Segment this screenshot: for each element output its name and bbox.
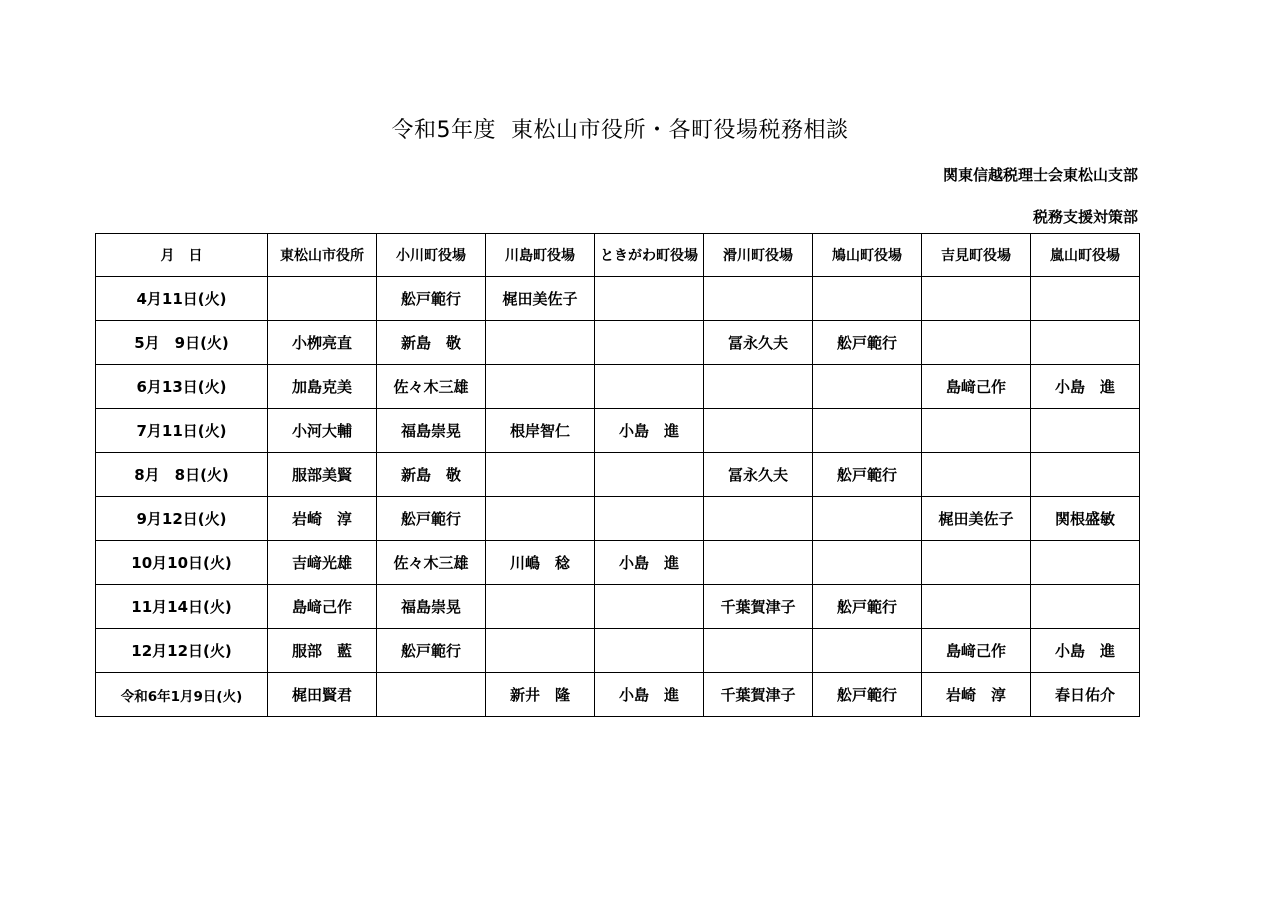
date-cell: 8月 8日(火)	[96, 453, 268, 497]
table-row	[96, 453, 1140, 497]
date-cell: 令和6年1月9日(火)	[96, 673, 268, 717]
header-ranzan: 嵐山町役場	[1031, 234, 1140, 277]
table-cell: 新井 隆	[486, 673, 595, 717]
header-hatoyama: 鳩山町役場	[813, 234, 922, 277]
date-cell: 12月12日(火)	[96, 629, 268, 673]
table-cell	[813, 629, 922, 673]
table-row	[96, 541, 1140, 585]
header-kawajima: 川島町役場	[486, 234, 595, 277]
table-row	[96, 673, 1140, 717]
table-row	[96, 585, 1140, 629]
table-cell	[813, 497, 922, 541]
table-row	[96, 409, 1140, 453]
table-cell: 島﨑己作	[268, 585, 377, 629]
department-name: 税務支援対策部	[1032, 208, 1138, 226]
table-cell: 島﨑己作	[922, 365, 1031, 409]
table-cell	[1031, 541, 1140, 585]
date-cell: 10月10日(火)	[96, 541, 268, 585]
table-cell: 佐々木三雄	[377, 541, 486, 585]
table-cell	[1031, 409, 1140, 453]
table-cell: 吉﨑光雄	[268, 541, 377, 585]
table-cell: 福島崇晃	[377, 409, 486, 453]
table-cell: 新島 敬	[377, 453, 486, 497]
header-namegawa: 滑川町役場	[704, 234, 813, 277]
table-cell: 根岸智仁	[486, 409, 595, 453]
table-cell	[1031, 453, 1140, 497]
table-row	[96, 321, 1140, 365]
table-cell	[595, 585, 704, 629]
table-cell: 舩戸範行	[377, 497, 486, 541]
table-cell	[704, 541, 813, 585]
table-cell	[922, 409, 1031, 453]
header-yoshimi: 吉見町役場	[922, 234, 1031, 277]
table-cell: 川嶋 稔	[486, 541, 595, 585]
table-cell	[595, 453, 704, 497]
table-cell: 舩戸範行	[813, 585, 922, 629]
table-cell: 梶田美佐子	[922, 497, 1031, 541]
table-cell	[486, 453, 595, 497]
table-cell	[704, 629, 813, 673]
header-date: 月 日	[96, 234, 268, 277]
table-cell: 千葉賀津子	[704, 673, 813, 717]
table-cell	[922, 541, 1031, 585]
organization-name: 関東信越税理士会東松山支部	[942, 166, 1138, 184]
table-cell: 梶田賢君	[268, 673, 377, 717]
table-cell: 冨永久夫	[704, 321, 813, 365]
table-cell: 春日佑介	[1031, 673, 1140, 717]
table-cell	[595, 365, 704, 409]
table-cell	[486, 497, 595, 541]
date-cell: 7月11日(火)	[96, 409, 268, 453]
table-cell	[486, 585, 595, 629]
table-cell	[813, 541, 922, 585]
date-cell: 11月14日(火)	[96, 585, 268, 629]
table-body	[96, 277, 1140, 717]
consultation-schedule-table	[95, 233, 1140, 717]
table-cell: 福島崇晃	[377, 585, 486, 629]
date-cell: 6月13日(火)	[96, 365, 268, 409]
header-higashimatsuyama: 東松山市役所	[268, 234, 377, 277]
date-cell: 4月11日(火)	[96, 277, 268, 321]
table-cell: 舩戸範行	[377, 277, 486, 321]
table-row	[96, 365, 1140, 409]
table-cell: 小島 進	[1031, 365, 1140, 409]
table-row	[96, 497, 1140, 541]
table-cell: 服部美賢	[268, 453, 377, 497]
table-cell: 岩崎 淳	[268, 497, 377, 541]
table-cell	[813, 277, 922, 321]
table-row	[96, 629, 1140, 673]
table-cell: 小栁亮直	[268, 321, 377, 365]
table-cell	[922, 277, 1031, 321]
header-tokigawa: ときがわ町役場	[595, 234, 704, 277]
table-cell	[813, 409, 922, 453]
table-cell: 梶田美佐子	[486, 277, 595, 321]
table-cell	[486, 629, 595, 673]
table-cell: 冨永久夫	[704, 453, 813, 497]
table-cell: 島﨑己作	[922, 629, 1031, 673]
table-cell	[377, 673, 486, 717]
table-cell: 小島 進	[1031, 629, 1140, 673]
table-cell: 小島 進	[595, 409, 704, 453]
table-cell: 小島 進	[595, 541, 704, 585]
date-cell: 5月 9日(火)	[96, 321, 268, 365]
table-cell	[486, 321, 595, 365]
table-cell: 舩戸範行	[813, 321, 922, 365]
table-cell: 新島 敬	[377, 321, 486, 365]
table-row	[96, 277, 1140, 321]
table-cell	[1031, 277, 1140, 321]
table-cell	[704, 497, 813, 541]
table-cell	[704, 277, 813, 321]
table-cell: 千葉賀津子	[704, 585, 813, 629]
table-cell: 小島 進	[595, 673, 704, 717]
table-cell: 佐々木三雄	[377, 365, 486, 409]
table-cell	[922, 453, 1031, 497]
table-cell: 関根盛敏	[1031, 497, 1140, 541]
table-cell	[595, 321, 704, 365]
table-cell	[486, 365, 595, 409]
table-cell	[813, 365, 922, 409]
table-cell: 舩戸範行	[377, 629, 486, 673]
table-cell: 岩崎 淳	[922, 673, 1031, 717]
table-cell	[1031, 321, 1140, 365]
table-cell: 加島克美	[268, 365, 377, 409]
table-cell: 舩戸範行	[813, 453, 922, 497]
table-cell: 舩戸範行	[813, 673, 922, 717]
table-cell: 小河大輔	[268, 409, 377, 453]
date-cell: 9月12日(火)	[96, 497, 268, 541]
table-cell	[704, 409, 813, 453]
table-header-row	[96, 234, 1140, 277]
table-cell	[1031, 585, 1140, 629]
table-cell	[704, 365, 813, 409]
table-cell	[922, 321, 1031, 365]
table-cell	[595, 277, 704, 321]
table-cell: 服部 藍	[268, 629, 377, 673]
document-title: 令和5年度 東松山市役所・各町役場税務相談	[391, 118, 849, 143]
table-cell	[268, 277, 377, 321]
header-ogawa: 小川町役場	[377, 234, 486, 277]
table-cell	[595, 629, 704, 673]
table-cell	[922, 585, 1031, 629]
table-cell	[595, 497, 704, 541]
